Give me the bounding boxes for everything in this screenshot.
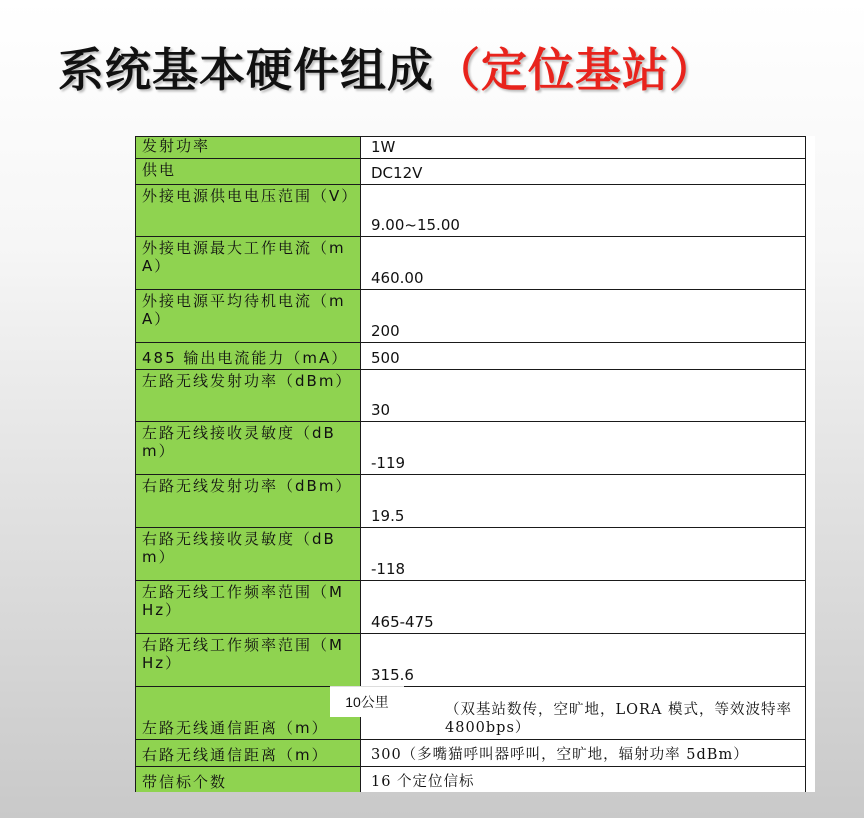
- row-key: 供电: [136, 159, 361, 185]
- table-row: [136, 343, 806, 370]
- slide-title-accent: （定位基站）: [434, 43, 716, 97]
- table-row: [136, 185, 806, 237]
- row-value: -118: [361, 528, 806, 581]
- table-row: [136, 581, 806, 634]
- row-value: 460.00: [361, 237, 806, 290]
- row-value: 500: [361, 343, 806, 370]
- row-key: 左路无线接收灵敏度（dBm）: [136, 422, 361, 475]
- distance-overlay-label: 10公里: [330, 686, 404, 717]
- slide-title-main: 系统基本硬件组成: [58, 43, 434, 97]
- table-row: [136, 237, 806, 290]
- slide-title: [58, 34, 716, 100]
- table-row: [136, 290, 806, 343]
- table-row: [136, 475, 806, 528]
- row-value: 465-475: [361, 581, 806, 634]
- table-row: [136, 528, 806, 581]
- row-value: 30: [361, 370, 806, 422]
- row-value: 16 个定位信标: [361, 767, 806, 793]
- row-value: （双基站数传，空旷地，LORA 模式，等效波特率 4800bps）: [361, 687, 806, 740]
- spec-table: [135, 136, 806, 792]
- row-key: 485 输出电流能力（mA）: [136, 343, 361, 370]
- row-key: 右路无线发射功率（dBm）: [136, 475, 361, 528]
- table-row: [136, 740, 806, 767]
- spec-table-container: [135, 136, 815, 792]
- table-row: [136, 370, 806, 422]
- row-key: 发射功率: [136, 137, 361, 159]
- table-row: [136, 159, 806, 185]
- table-row: [136, 422, 806, 475]
- row-value: 1W: [361, 137, 806, 159]
- row-key: 右路无线通信距离（m）: [136, 740, 361, 767]
- table-row: [136, 137, 806, 159]
- row-value: 9.00~15.00: [361, 185, 806, 237]
- row-key: 外接电源供电电压范围（V）: [136, 185, 361, 237]
- row-value: -119: [361, 422, 806, 475]
- row-key: 外接电源平均待机电流（mA）: [136, 290, 361, 343]
- row-value: DC12V: [361, 159, 806, 185]
- table-row: [136, 634, 806, 687]
- row-key: 左路无线发射功率（dBm）: [136, 370, 361, 422]
- row-key: 右路无线工作频率范围（MHz）: [136, 634, 361, 687]
- row-key: 带信标个数: [136, 767, 361, 793]
- row-value: 19.5: [361, 475, 806, 528]
- row-value: 315.6: [361, 634, 806, 687]
- table-row: [136, 767, 806, 793]
- row-key: 外接电源最大工作电流（mA）: [136, 237, 361, 290]
- row-key: 右路无线接收灵敏度（dBm）: [136, 528, 361, 581]
- row-value: 300（多嘴猫呼叫器呼叫，空旷地，辐射功率 5dBm）: [361, 740, 806, 767]
- row-key: 左路无线通信距离（m）: [136, 687, 361, 740]
- row-value: 200: [361, 290, 806, 343]
- row-key: 左路无线工作频率范围（MHz）: [136, 581, 361, 634]
- table-row: [136, 687, 806, 740]
